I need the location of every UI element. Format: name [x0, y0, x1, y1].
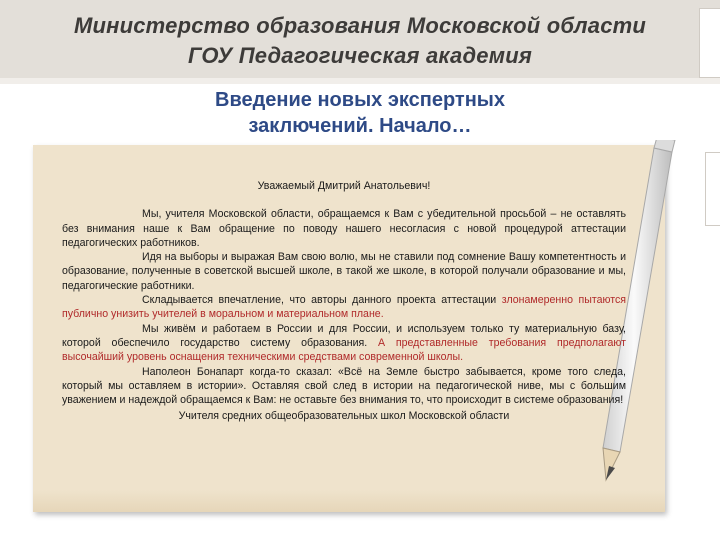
subtitle-line-1: Введение новых экспертных: [215, 89, 505, 111]
letter-paragraph-4: [62, 322, 626, 365]
paragraph-3-text: Складывается впечатление, что авторы данного проекта аттестации: [142, 294, 497, 307]
paragraph-4-highlight: А представленные требования предполагают высочайший уровень оснащения техническими средствами современной школы.: [62, 336, 626, 364]
slide-subtitle: [150, 87, 570, 139]
letter-salutation: Уважаемый Дмитрий Анатольевич!: [257, 180, 431, 192]
letter-paragraph-5: Наполеон Бонапарт когда-то сказал: «Всё на Земле быстро забывается, кроме того следа, который мы оставляем в истории». Оставляя свой след в истории на педагогической ниве, мы с большим уважением и надеждой обращаемся к Вам: не оставьте без внимания то, что происходит в системе образования!: [62, 365, 626, 407]
letter-paragraph-2: Идя на выборы и выражая Вам свою волю, мы не ставили под сомнение Вашу компетентность и образование, полученные в советской высшей школе, в такой же школе, в которой получали образование и мы, педагогические работники.: [62, 251, 626, 292]
header-stripe: [0, 78, 720, 84]
letter-text: [62, 179, 626, 424]
ministry-title: Министерство образования Московской области: [73, 13, 647, 38]
paragraph-4-text: Мы живём и работаем в России и для России, и используем только ту материальную базу, которой обеспечило государство систему образования.: [62, 322, 626, 349]
letter-paragraph-1: Мы, учителя Московской области, обращаемся к Вам с убедительной просьбой – не оставлять без внимания наше к Вам обращение по поводу нашего несогласия с новой процедурой аттестации педагогических работников.: [62, 208, 626, 249]
letter-paragraph-3: [62, 293, 626, 322]
subtitle-line-2: заключений. Начало…: [248, 115, 472, 137]
academy-title: ГОУ Педагогическая академия: [187, 43, 532, 68]
paragraph-3-highlight: злонамеренно пытаются публично унизить учителей в моральном и материальном плане.: [62, 294, 626, 321]
letter-signature: Учителя средних общеобразовательных школ Московской области: [178, 410, 510, 423]
